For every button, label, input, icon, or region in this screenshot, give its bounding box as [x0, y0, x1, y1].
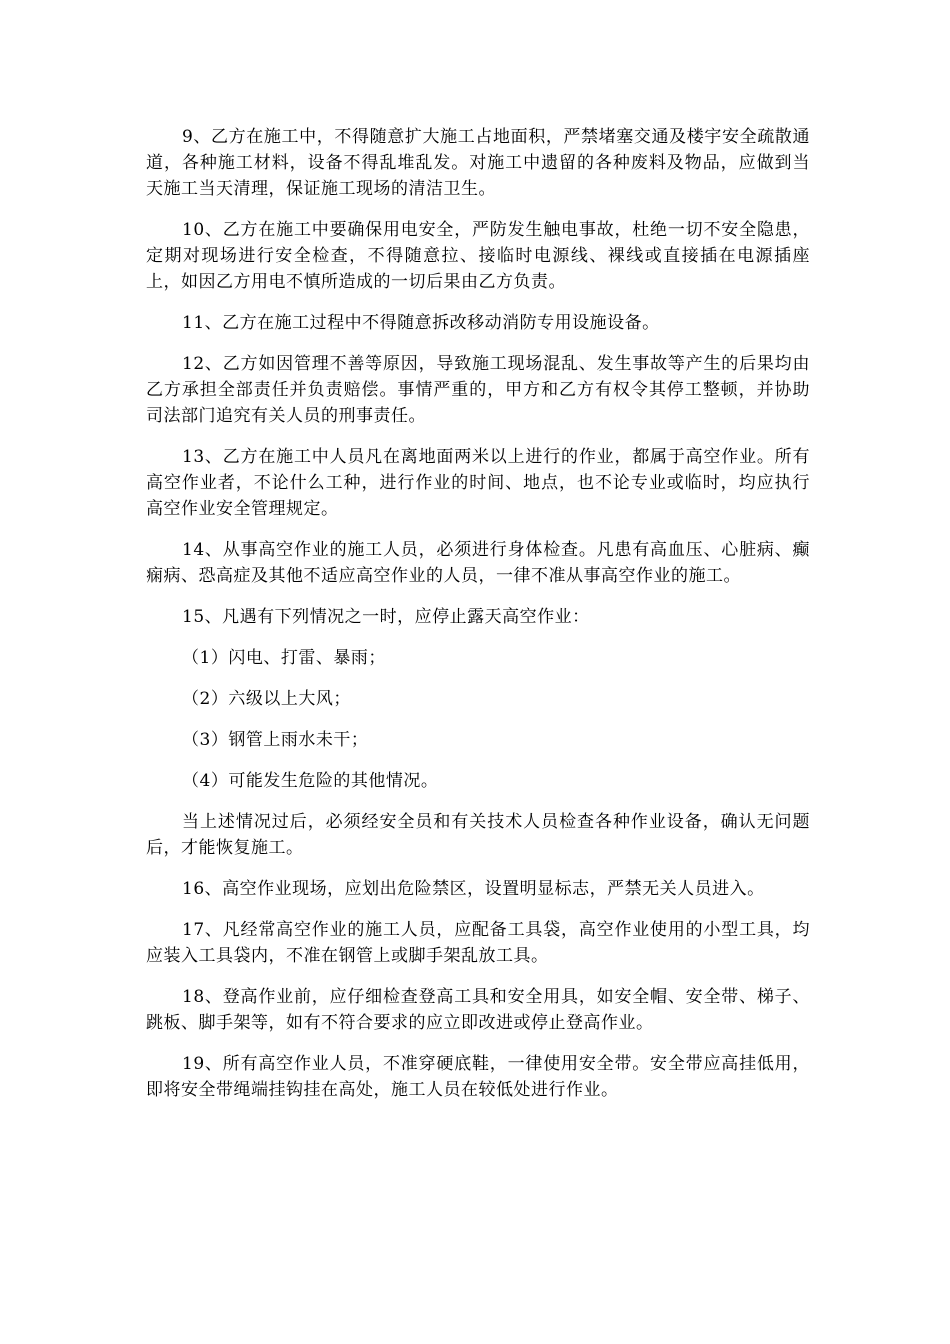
- list-item-4: （4）可能发生危险的其他情况。: [182, 771, 439, 791]
- paragraph-13: 13、乙方在施工中人员凡在离地面两米以上进行的作业，都属于高空作业。所有高空作业者，不论什么工种，进行作业的时间、地点，也不论专业或临时，均应执行高空作业安全管理规定。: [146, 447, 810, 519]
- paragraph-15: 15、凡遇有下列情况之一时，应停止露天高空作业：: [182, 607, 590, 627]
- paragraph-after-conditions: 当上述情况过后，必须经安全员和有关技术人员检查各种作业设备，确认无问题后，才能恢复施工。: [146, 812, 810, 858]
- list-item-2: （2）六级以上大风；: [182, 689, 351, 709]
- paragraph-18: 18、登高作业前，应仔细检查登高工具和安全用具，如安全帽、安全带、梯子、跳板、脚手架等，如有不符合要求的应立即改进或停止登高作业。: [146, 987, 810, 1033]
- document-page: [146, 124, 810, 1118]
- paragraph-10: 10、乙方在施工中要确保用电安全，严防发生触电事故，杜绝一切不安全隐患，定期对现场进行安全检查，不得随意拉、接临时电源线、裸线或直接插在电源插座上，如因乙方用电不慎所造成的一切后果由乙方负责。: [146, 220, 810, 292]
- paragraph-17: 17、凡经常高空作业的施工人员，应配备工具袋，高空作业使用的小型工具，均应装入工具袋内，不准在钢管上或脚手架乱放工具。: [146, 920, 810, 966]
- list-item-1: （1）闪电、打雷、暴雨；: [182, 648, 386, 668]
- paragraph-14: 14、从事高空作业的施工人员，必须进行身体检查。凡患有高血压、心脏病、癫痫病、恐高症及其他不适应高空作业的人员，一律不准从事高空作业的施工。: [146, 540, 810, 586]
- paragraph-11: 11、乙方在施工过程中不得随意拆改移动消防专用设施设备。: [182, 313, 660, 333]
- paragraph-9: 9、乙方在施工中，不得随意扩大施工占地面积，严禁堵塞交通及楼宇安全疏散通道，各种施工材料，设备不得乱堆乱发。对施工中遗留的各种废料及物品，应做到当天施工当天清理，保证施工现场的清洁卫生。: [146, 127, 810, 199]
- paragraph-19: 19、所有高空作业人员，不准穿硬底鞋，一律使用安全带。安全带应高挂低用，即将安全带绳端挂钩挂在高处，施工人员在较低处进行作业。: [146, 1054, 810, 1100]
- paragraph-12: 12、乙方如因管理不善等原因，导致施工现场混乱、发生事故等产生的后果均由乙方承担全部责任并负责赔偿。事情严重的，甲方和乙方有权令其停工整顿，并协助司法部门追究有关人员的刑事责任。: [146, 354, 810, 426]
- paragraph-16: 16、高空作业现场，应划出危险禁区，设置明显标志，严禁无关人员进入。: [182, 879, 765, 899]
- list-item-3: （3）钢管上雨水未干；: [182, 730, 369, 750]
